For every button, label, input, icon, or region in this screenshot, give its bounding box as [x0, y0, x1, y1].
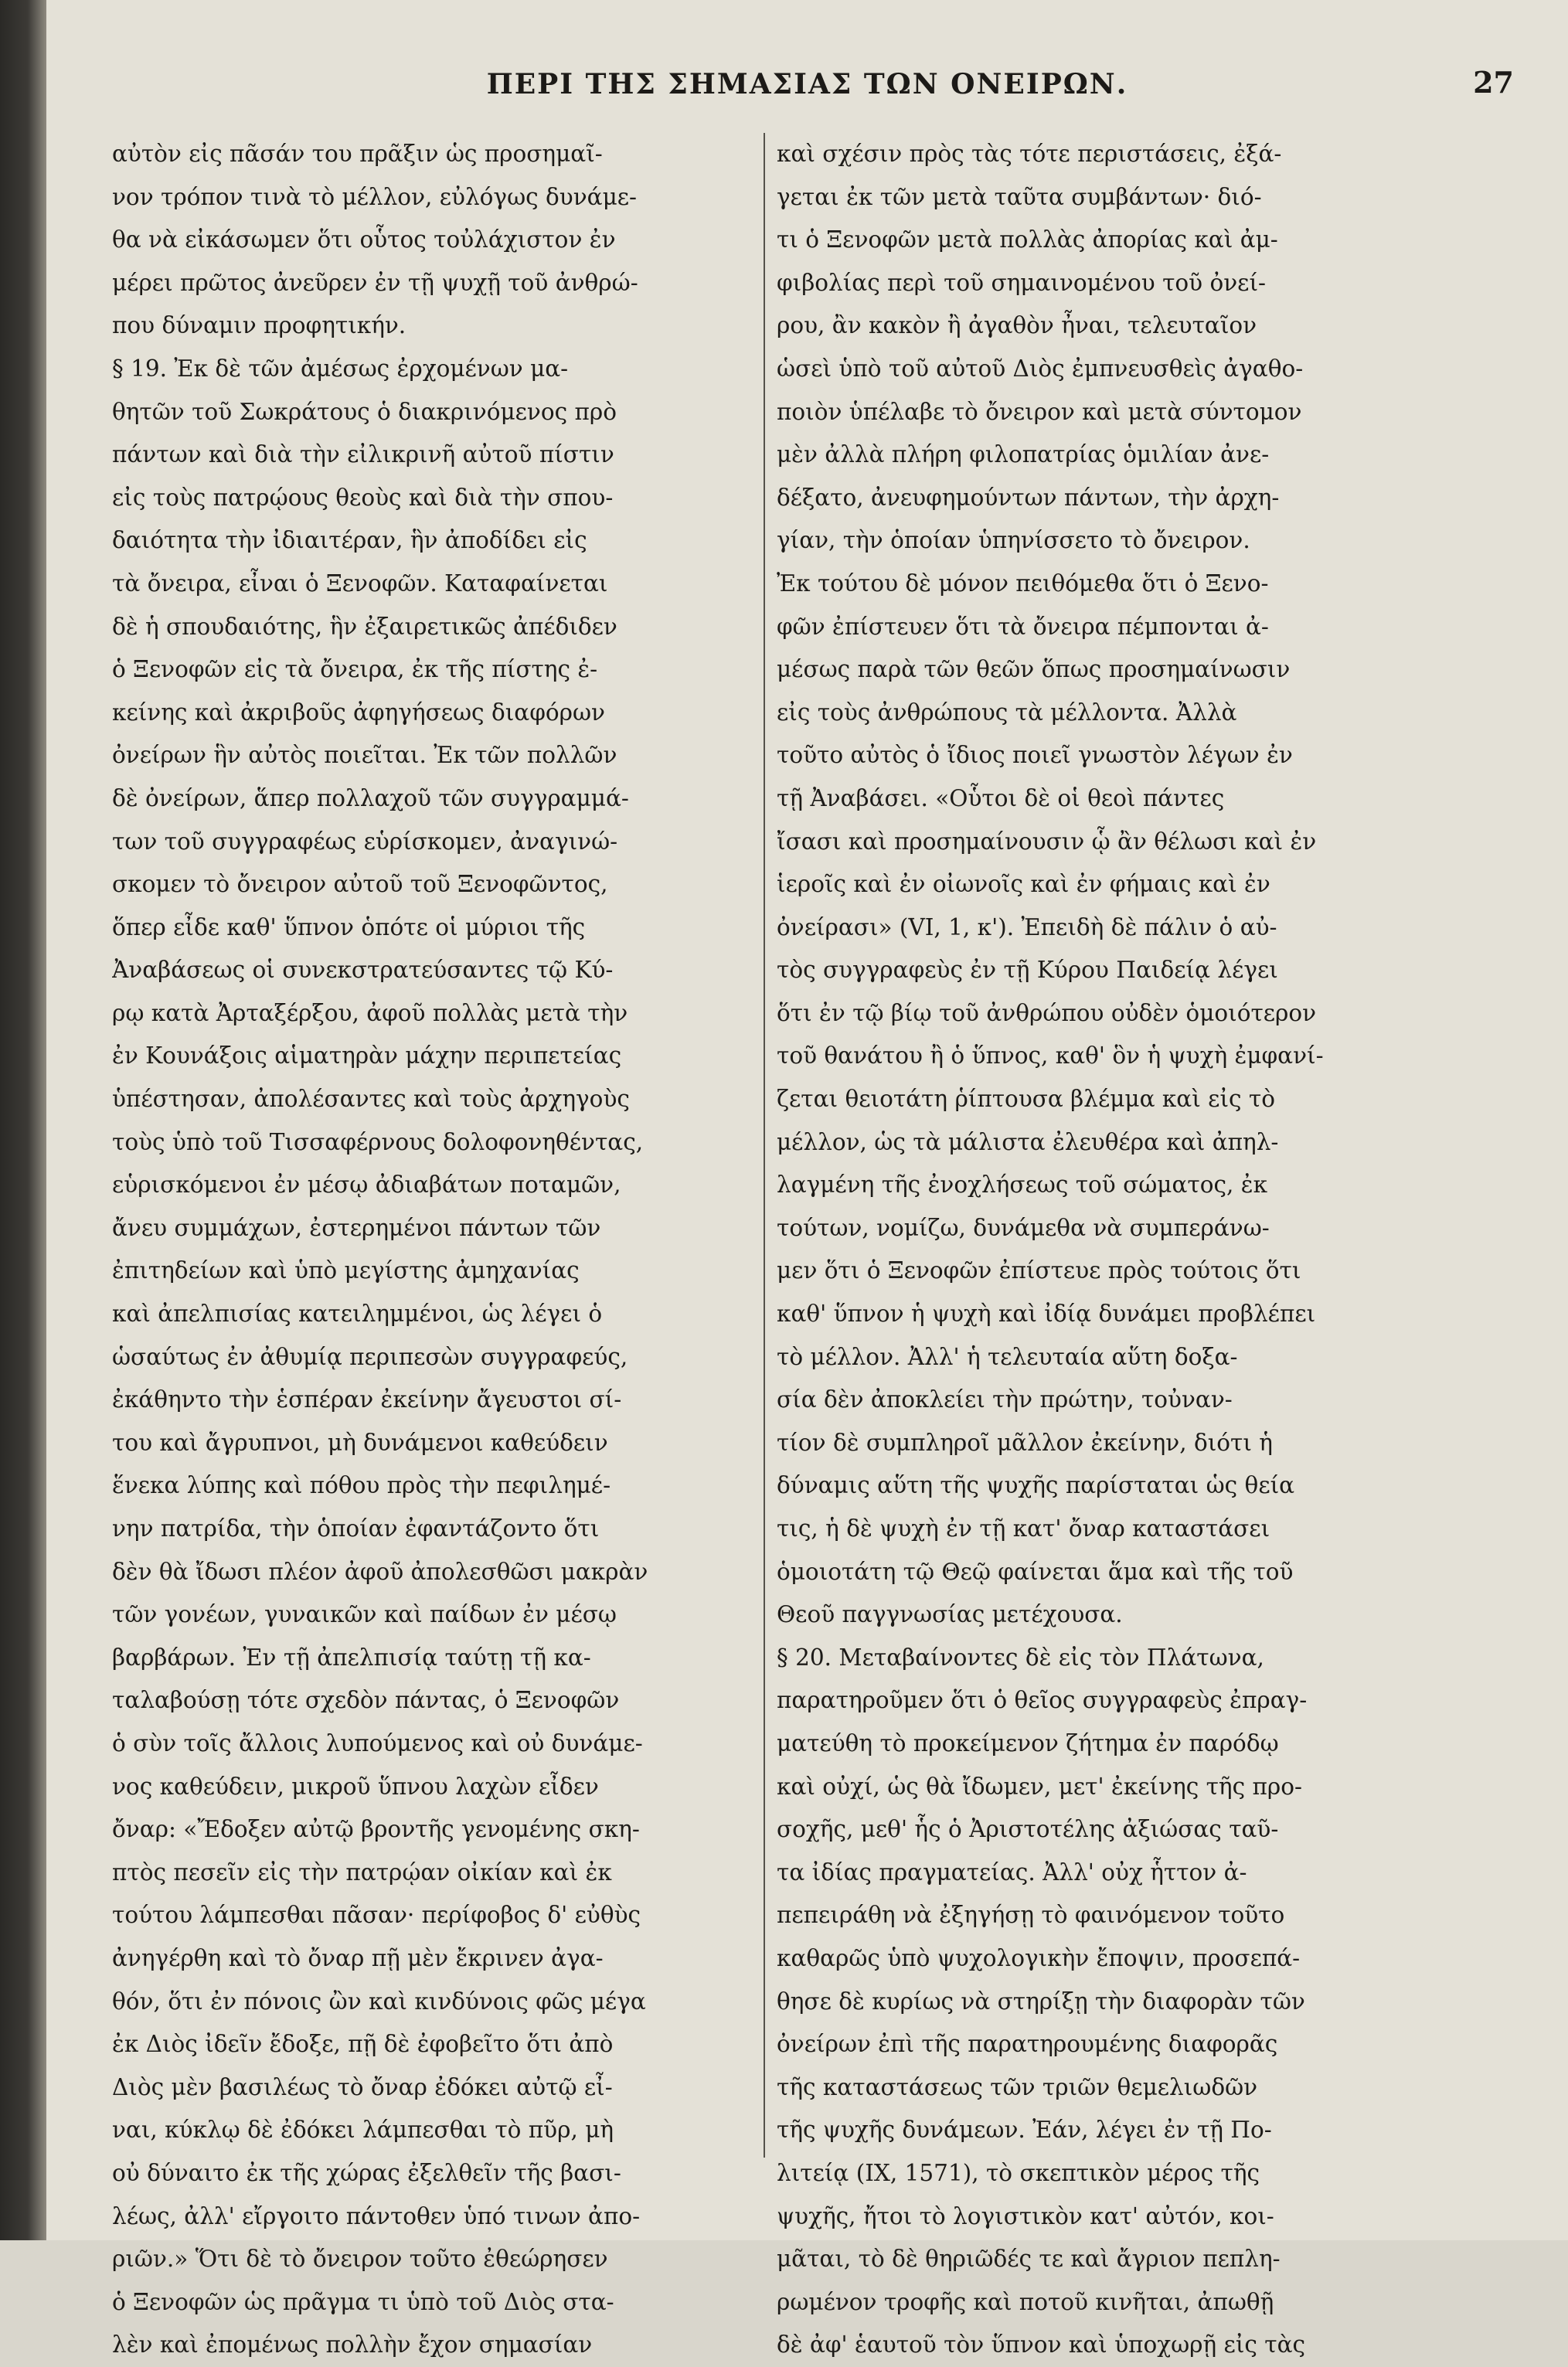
text-line: μέσως παρὰ τῶν θεῶν ὅπως προσημαίνωσιν: [777, 656, 1291, 683]
text-line: τι ὁ Ξενοφῶν μετὰ πολλὰς ἀπορίας καὶ ἀμ-: [777, 226, 1278, 253]
text-line: ὁ Ξενοφῶν εἰς τὰ ὄνειρα, ἐκ τῆς πίστης ἐ-: [112, 656, 598, 683]
text-line: τὸς συγγραφεὺς ἐν τῇ Κύρου Παιδείᾳ λέγει: [777, 957, 1278, 984]
text-line: λαγμένη τῆς ἐνοχλήσεως τοῦ σώματος, ἐκ: [777, 1172, 1268, 1199]
running-head: ΠΕΡΙ ΤΗΣ ΣΗΜΑΣΙΑΣ ΤΩΝ ΟΝΕΙΡΩΝ.: [486, 68, 1128, 100]
text-line: τῆς ψυχῆς δυνάμεων. Ἐάν, λέγει ἐν τῇ Πο-: [777, 2117, 1272, 2144]
text-line: Διὸς μὲν βασιλέως τὸ ὄναρ ἐδόκει αὐτῷ εἶ-: [112, 2073, 613, 2100]
column-divider: [764, 133, 765, 2158]
text-line: φιβολίας περὶ τοῦ σημαινομένου τοῦ ὀνεί-: [777, 269, 1266, 296]
text-line: ὅπερ εἶδε καθ' ὕπνον ὁπότε οἱ μύριοι τῆς: [112, 913, 586, 940]
text-line: ἐκάθηντο τὴν ἑσπέραν ἐκείνην ἄγευστοι σί-: [112, 1386, 622, 1413]
text-line: τῇ Ἀναβάσει. «Οὗτοι δὲ οἱ θεοὶ πάντες: [777, 784, 1225, 811]
text-line: τῶν γονέων, γυναικῶν καὶ παίδων ἐν μέσῳ: [112, 1601, 617, 1628]
text-line: λέως, ἀλλ' εἴργοιτο πάντοθεν ὑπό τινων ἀπο-: [112, 2202, 641, 2229]
text-line: Ἐκ τούτου δὲ μόνον πειθόμεθα ὅτι ὁ Ξενο-: [777, 570, 1269, 597]
text-line: του καὶ ἄγρυπνοι, μὴ δυνάμενοι καθεύδειν: [112, 1429, 608, 1456]
text-line: θησε δὲ κυρίως νὰ στηρίξῃ τὴν διαφορὰν τῶν: [777, 1988, 1305, 2015]
text-line: τοὺς ὑπὸ τοῦ Τισσαφέρνους δολοφονηθέντας,: [112, 1128, 644, 1155]
text-line: ποιὸν ὑπέλαβε τὸ ὄνειρον καὶ μετὰ σύντομον: [777, 398, 1302, 425]
text-line: αὐτὸν εἰς πᾶσάν του πρᾶξιν ὡς προσημαῖ-: [112, 141, 603, 167]
text-line: ἀνηγέρθη καὶ τὸ ὄναρ πῇ μὲν ἔκρινεν ἀγα-: [112, 1944, 604, 1971]
text-line: τῆς καταστάσεως τῶν τριῶν θεμελιωδῶν: [777, 2073, 1258, 2100]
text-line: δὲ ἀφ' ἑαυτοῦ τὸν ὕπνον καὶ ὑποχωρῇ εἰς τὰς: [777, 2331, 1306, 2358]
text-line: νον τρόπον τινὰ τὸ μέλλον, εὐλόγως δυνάμε-: [112, 183, 637, 210]
text-line: καὶ ἀπελπισίας κατειλημμένοι, ὡς λέγει ὁ: [112, 1301, 603, 1328]
text-line: φῶν ἐπίστευεν ὅτι τὰ ὄνειρα πέμπονται ἀ-: [777, 613, 1269, 640]
text-line: § 19. Ἐκ δὲ τῶν ἀμέσως ἐρχομένων μα-: [112, 355, 569, 382]
page-number: 27: [1473, 65, 1514, 100]
text-line: μέρει πρῶτος ἀνεῦρεν ἐν τῇ ψυχῇ τοῦ ἀνθρώ-: [112, 269, 638, 296]
text-line: πτὸς πεσεῖν εἰς τὴν πατρῴαν οἰκίαν καὶ ἐκ: [112, 1859, 612, 1886]
text-line: οὐ δύναιτο ἐκ τῆς χώρας ἐξελθεῖν τῆς βασι-: [112, 2159, 621, 2186]
book-gutter: [0, 0, 46, 2240]
text-line: τὸ μέλλον. Ἀλλ' ἡ τελευταία αὕτη δοξα-: [777, 1343, 1238, 1370]
text-line: καὶ σχέσιν πρὸς τὰς τότε περιστάσεις, ἐξά-: [777, 141, 1282, 167]
text-line: μὲν ἀλλὰ πλήρη φιλοπατρίας ὁμιλίαν ἀνε-: [777, 441, 1270, 468]
text-line: θόν, ὅτι ἐν πόνοις ὢν καὶ κινδύνοις φῶς μέγα: [112, 1988, 646, 2015]
text-line: πάντων καὶ διὰ τὴν εἰλικρινῆ αὐτοῦ πίστιν: [112, 441, 614, 468]
text-line: ναι, κύκλῳ δὲ ἐδόκει λάμπεσθαι τὸ πῦρ, μὴ: [112, 2117, 614, 2144]
text-line: γίαν, τὴν ὁποίαν ὑπηνίσσετο τὸ ὄνειρον.: [777, 527, 1250, 554]
text-line: Θεοῦ παγγνωσίας μετέχουσα.: [777, 1601, 1123, 1628]
text-line: ὅτι ἐν τῷ βίῳ τοῦ ἀνθρώπου οὐδὲν ὁμοιότερον: [777, 999, 1317, 1026]
text-line: τούτων, νομίζω, δυνάμεθα νὰ συμπεράνω-: [777, 1214, 1270, 1241]
text-line: των τοῦ συγγραφέως εὑρίσκομεν, ἀναγινώ-: [112, 828, 618, 855]
text-line: μᾶται, τὸ δὲ θηριῶδές τε καὶ ἄγριον πεπλη-: [777, 2246, 1281, 2273]
text-line: καθαρῶς ὑπὸ ψυχολογικὴν ἔποψιν, προσεπά-: [777, 1944, 1301, 1971]
text-line: ἕνεκα λύπης καὶ πόθου πρὸς τὴν πεφιλημέ-: [112, 1472, 611, 1499]
text-line: ὡσεὶ ὑπὸ τοῦ αὐτοῦ Διὸς ἐμπνευσθεὶς ἀγαθο-: [777, 355, 1304, 382]
text-line: παρατηροῦμεν ὅτι ὁ θεῖος συγγραφεὺς ἐπραγ-: [777, 1687, 1308, 1714]
text-line: ὁ σὺν τοῖς ἄλλοις λυπούμενος καὶ οὐ δυνάμε-: [112, 1729, 643, 1757]
text-line: ὑπέστησαν, ἀπολέσαντες καὶ τοὺς ἀρχηγοὺς: [112, 1086, 630, 1113]
text-line: ἐπιτηδείων καὶ ὑπὸ μεγίστης ἀμηχανίας: [112, 1257, 580, 1284]
text-line: λιτείᾳ (IX, 1571), τὸ σκεπτικὸν μέρος τῆς: [777, 2159, 1260, 2186]
text-line: ρου, ἂν κακὸν ἢ ἀγαθὸν ἦναι, τελευταῖον: [777, 312, 1257, 339]
text-line: θητῶν τοῦ Σωκράτους ὁ διακρινόμενος πρὸ: [112, 398, 617, 425]
text-line: καὶ οὐχί, ὡς θὰ ἴδωμεν, μετ' ἐκείνης τῆς προ-: [777, 1773, 1302, 1800]
text-line: θα νὰ εἰκάσωμεν ὅτι οὗτος τοὐλάχιστον ἐν: [112, 226, 616, 253]
text-line: δὲν θὰ ἴδωσι πλέον ἀφοῦ ἀπολεσθῶσι μακρὰν: [112, 1558, 648, 1585]
text-line: ταλαβούσῃ τότε σχεδὸν πάντας, ὁ Ξενοφῶν: [112, 1687, 620, 1714]
text-line: ριῶν.» Ὅτι δὲ τὸ ὄνειρον τοῦτο ἐθεώρησεν: [112, 2246, 608, 2273]
text-line: γεται ἐκ τῶν μετὰ ταῦτα συμβάντων· διό-: [777, 183, 1262, 210]
text-line: λὲν καὶ ἐπομένως πολλὴν ἔχον σημασίαν: [112, 2331, 593, 2358]
text-line: ψυχῆς, ἤτοι τὸ λογιστικὸν κατ' αὐτόν, κοι-: [777, 2202, 1274, 2229]
text-line: ὁ Ξενοφῶν ὡς πρᾶγμα τι ὑπὸ τοῦ Διὸς στα-: [112, 2288, 614, 2315]
text-line: δύναμις αὕτη τῆς ψυχῆς παρίσταται ὡς θεία: [777, 1472, 1295, 1499]
text-line: ὡσαύτως ἐν ἀθυμίᾳ περιπεσὼν συγγραφεύς,: [112, 1343, 628, 1370]
text-line: ζεται θειοτάτη ῥίπτουσα βλέμμα καὶ εἰς τὸ: [777, 1086, 1275, 1113]
book-page: [46, 0, 1568, 2358]
text-line: τίον δὲ συμπληροῖ μᾶλλον ἐκείνην, διότι ἡ: [777, 1429, 1273, 1456]
text-line: εἰς τοὺς ἀνθρώπους τὰ μέλλοντα. Ἀλλὰ: [777, 699, 1237, 726]
text-line: Ἀναβάσεως οἱ συνεκστρατεύσαντες τῷ Κύ-: [112, 957, 614, 984]
text-line: τοῦτο αὐτὸς ὁ ἴδιος ποιεῖ γνωστὸν λέγων ἐν: [777, 742, 1293, 769]
text-line: σκομεν τὸ ὄνειρον αὐτοῦ τοῦ Ξενοφῶντος,: [112, 871, 608, 898]
text-line: δέξατο, ἀνευφημούντων πάντων, τὴν ἀρχη-: [777, 484, 1280, 511]
left-text-column: [112, 133, 757, 2367]
text-line: πεπειράθη νὰ ἐξηγήσῃ τὸ φαινόμενον τοῦτο: [777, 1902, 1285, 1929]
text-line: ἴσασι καὶ προσημαίνουσιν ᾧ ἂν θέλωσι καὶ ἐν: [777, 828, 1317, 855]
text-line: σοχῆς, μεθ' ἧς ὁ Ἀριστοτέλης ἀξιώσας ταῦ-: [777, 1816, 1279, 1843]
text-line: τοῦ θανάτου ἢ ὁ ὕπνος, καθ' ὃν ἡ ψυχὴ ἐμφανί-: [777, 1042, 1324, 1070]
text-line: ὄναρ: «Ἔδοξεν αὐτῷ βροντῆς γενομένης σκη-: [112, 1816, 640, 1843]
text-line: ἱεροῖς καὶ ἐν οἰωνοῖς καὶ ἐν φήμαις καὶ ἐν: [777, 871, 1270, 898]
text-line: ματεύθη τὸ προκείμενον ζήτημα ἐν παρόδῳ: [777, 1729, 1279, 1757]
text-line: δαιότητα τὴν ἰδιαιτέραν, ἣν ἀποδίδει εἰς: [112, 527, 587, 554]
text-line: ρωμένον τροφῆς καὶ ποτοῦ κινῆται, ἀπωθῇ: [777, 2288, 1274, 2315]
text-line: εὑρισκόμενοι ἐν μέσῳ ἀδιαβάτων ποταμῶν,: [112, 1172, 621, 1199]
text-line: κείνης καὶ ἀκριβοῦς ἀφηγήσεως διαφόρων: [112, 699, 605, 726]
text-line: ἄνευ συμμάχων, ἐστερημένοι πάντων τῶν: [112, 1214, 601, 1241]
text-line: νην πατρίδα, τὴν ὁποίαν ἐφαντάζοντο ὅτι: [112, 1515, 600, 1542]
text-line: τὰ ὄνειρα, εἶναι ὁ Ξενοφῶν. Καταφαίνεται: [112, 570, 608, 597]
text-line: ὀνείρων ἐπὶ τῆς παρατηρουμένης διαφορᾶς: [777, 2031, 1278, 2058]
text-line: § 20. Μεταβαίνοντες δὲ εἰς τὸν Πλάτωνα,: [777, 1644, 1264, 1671]
text-line: ὁμοιοτάτη τῷ Θεῷ φαίνεται ἅμα καὶ τῆς τοῦ: [777, 1558, 1294, 1585]
text-line: καθ' ὕπνον ἡ ψυχὴ καὶ ἰδίᾳ δυνάμει προβλέπει: [777, 1301, 1316, 1328]
text-line: ἐν Κουνάξοις αἱματηρὰν μάχην περιπετείας: [112, 1042, 622, 1070]
text-line: ρῳ κατὰ Ἀρταξέρξου, ἀφοῦ πολλὰς μετὰ τὴν: [112, 999, 628, 1026]
text-line: δὲ ὀνείρων, ἅπερ πολλαχοῦ τῶν συγγραμμά-: [112, 784, 629, 811]
text-line: σία δὲν ἀποκλείει τὴν πρώτην, τοὐναν-: [777, 1386, 1233, 1413]
right-text-column: [777, 133, 1422, 2367]
text-line: τούτου λάμπεσθαι πᾶσαν· περίφοβος δ' εὐθὺς: [112, 1902, 641, 1929]
text-line: μεν ὅτι ὁ Ξενοφῶν ἐπίστευε πρὸς τούτοις ὅτι: [777, 1257, 1301, 1284]
text-line: τα ἰδίας πραγματείας. Ἀλλ' οὐχ ἧττον ἀ-: [777, 1859, 1247, 1886]
text-line: βαρβάρων. Ἐν τῇ ἀπελπισίᾳ ταύτῃ τῇ κα-: [112, 1644, 591, 1671]
text-line: ὀνείρων ἣν αὐτὸς ποιεῖται. Ἐκ τῶν πολλῶν: [112, 742, 617, 769]
text-line: ἐκ Διὸς ἰδεῖν ἔδοξε, πῇ δὲ ἐφοβεῖτο ὅτι ἀπὸ: [112, 2031, 614, 2058]
text-line: τις, ἡ δὲ ψυχὴ ἐν τῇ κατ' ὄναρ καταστάσει: [777, 1515, 1270, 1542]
text-line: μέλλον, ὡς τὰ μάλιστα ἐλευθέρα καὶ ἀπηλ-: [777, 1128, 1279, 1155]
text-line: δὲ ἡ σπουδαιότης, ἣν ἐξαιρετικῶς ἀπέδιδεν: [112, 613, 617, 640]
text-line: ὀνείρασι» (VI, 1, κ'). Ἐπειδὴ δὲ πάλιν ὁ αὐ-: [777, 913, 1277, 940]
text-line: που δύναμιν προφητικήν.: [112, 312, 406, 339]
text-line: εἰς τοὺς πατρῴους θεοὺς καὶ διὰ τὴν σπου-: [112, 484, 614, 511]
text-line: νος καθεύδειν, μικροῦ ὕπνου λαχὼν εἶδεν: [112, 1773, 599, 1800]
